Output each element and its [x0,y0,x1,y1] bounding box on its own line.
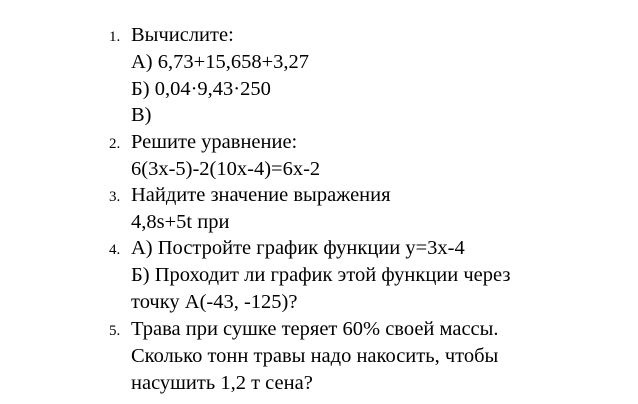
problem-1-part-a: А) 6,73+15,658+3,27 [131,51,310,73]
problem-4-part-b-cont: точку А(-43, -125)? [131,291,298,313]
problem-1-number: 1. [109,29,121,45]
problem-4-part-a: А) Постройте график функции у=3х-4 [131,237,465,259]
problem-3-title: Найдите значение выражения [131,184,391,206]
problem-1-part-c: В) [131,104,152,126]
problem-2-equation: 6(3х-5)-2(10х-4)=6х-2 [131,158,321,180]
problem-2-number: 2. [109,136,121,152]
problem-5-number: 5. [109,323,121,339]
problem-4-number: 4. [109,242,121,258]
problem-2-title: Решите уравнение: [131,131,298,153]
problem-3-expression: 4,8s+5t при [131,211,230,233]
problem-4-part-b: Б) Проходит ли график этой функции через [131,264,511,286]
problem-5-line-2: Сколько тонн травы надо накосить, чтобы [131,345,499,367]
problem-5-line-3: насушить 1,2 т сена? [131,372,313,394]
problem-3-number: 3. [109,189,121,205]
problem-1-part-b: Б) 0,04·9,43·250 [131,78,271,100]
problem-1-title: Вычислите: [131,24,234,46]
problem-5-line-1: Трава при сушке теряет 60% своей массы. [131,318,499,340]
